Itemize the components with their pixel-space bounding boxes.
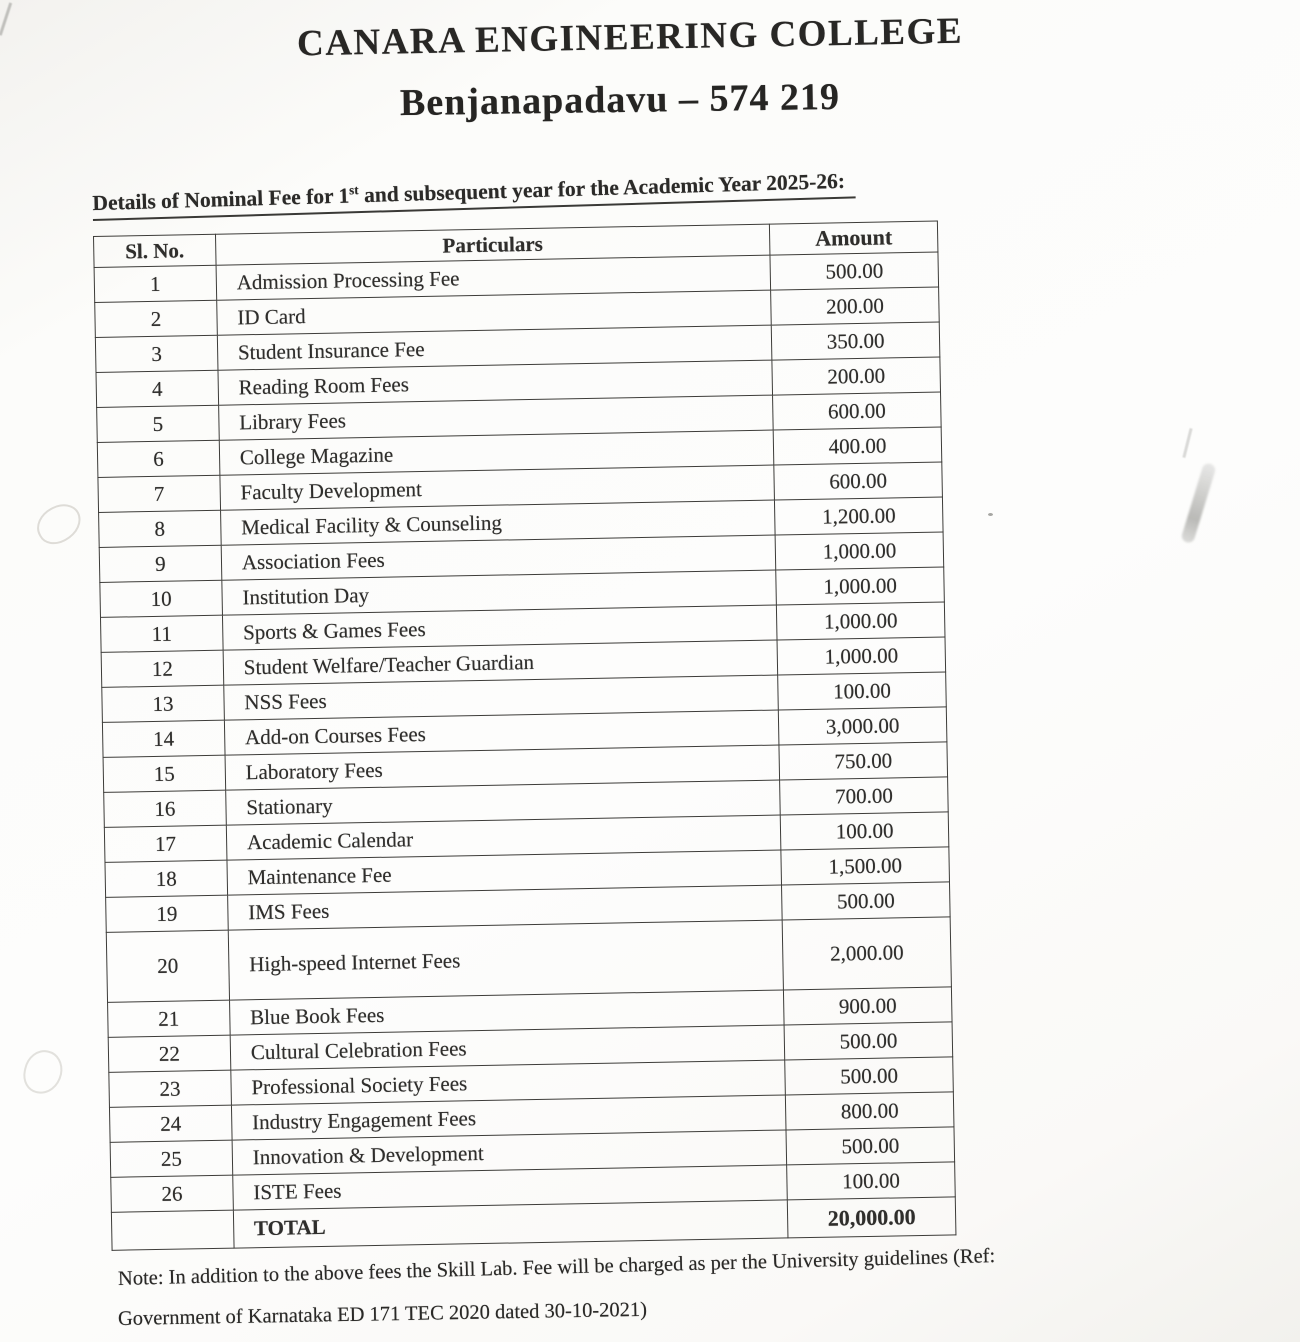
document-title-suffix: and subsequent year for the Academic Year 2025-26:	[358, 168, 846, 208]
particular-cell: Student Welfare/Teacher Guardian	[223, 640, 778, 685]
amount-cell: 600.00	[774, 462, 942, 500]
amount-cell: 200.00	[772, 357, 940, 395]
amount-cell: 2,000.00	[782, 917, 951, 990]
sl-no-cell: 24	[109, 1105, 231, 1142]
sl-no-cell: 20	[106, 930, 229, 1002]
total-empty-cell	[111, 1210, 234, 1250]
sl-no-cell: 9	[99, 545, 221, 582]
particular-cell: Academic Calendar	[226, 815, 781, 860]
amount-cell: 800.00	[785, 1092, 953, 1130]
particular-cell: ID Card	[217, 290, 772, 335]
particular-cell: ISTE Fees	[233, 1165, 788, 1210]
particular-cell: Cultural Celebration Fees	[230, 1025, 785, 1070]
header-sl-no: Sl. No.	[94, 234, 216, 267]
sl-no-cell: 25	[110, 1140, 232, 1177]
particular-cell: Reading Room Fees	[218, 360, 773, 405]
college-name-heading: CANARA ENGINEERING COLLEGE	[296, 10, 964, 65]
note-line-2: Government of Karnataka ED 171 TEC 2020 dated 30-10-2021)	[117, 1298, 648, 1330]
particular-cell: Faculty Development	[220, 465, 775, 510]
particular-cell: Innovation & Development	[232, 1130, 787, 1175]
particular-cell: NSS Fees	[224, 675, 779, 720]
sl-no-cell: 21	[108, 1000, 230, 1037]
amount-cell: 1,000.00	[777, 602, 945, 640]
particular-cell: Stationary	[226, 780, 781, 825]
scan-oval-artifact-top	[30, 497, 88, 550]
scan-oval-artifact-bottom	[20, 1047, 66, 1098]
sl-no-cell: 6	[97, 440, 219, 477]
amount-cell: 400.00	[773, 427, 941, 465]
amount-cell: 350.00	[771, 322, 939, 360]
document-title-superscript: st	[348, 182, 359, 198]
sl-no-cell: 8	[99, 510, 221, 547]
sl-no-cell: 16	[104, 790, 226, 827]
amount-cell: 1,000.00	[777, 637, 945, 675]
sl-no-cell: 13	[102, 685, 224, 722]
sl-no-cell: 11	[100, 615, 222, 652]
amount-cell: 1,500.00	[781, 847, 949, 885]
amount-cell: 100.00	[778, 672, 946, 710]
sl-no-cell: 12	[101, 650, 223, 687]
amount-cell: 1,000.00	[775, 532, 943, 570]
particular-cell: Admission Processing Fee	[216, 255, 771, 300]
sl-no-cell: 26	[111, 1175, 233, 1212]
amount-cell: 500.00	[770, 252, 938, 290]
particular-cell: Professional Society Fees	[231, 1060, 786, 1105]
particular-cell: Institution Day	[222, 570, 777, 615]
document-title-prefix: Details of Nominal Fee for 1	[92, 183, 350, 216]
sl-no-cell: 18	[105, 860, 227, 897]
particular-cell: College Magazine	[219, 430, 774, 475]
amount-cell: 200.00	[771, 287, 939, 325]
sl-no-cell: 23	[109, 1070, 231, 1107]
sl-no-cell: 4	[96, 370, 218, 407]
particular-cell: IMS Fees	[227, 885, 782, 930]
amount-cell: 900.00	[784, 987, 952, 1025]
particular-cell: Sports & Games Fees	[222, 605, 777, 650]
particular-cell: Medical Facility & Counseling	[220, 500, 775, 545]
sl-no-cell: 1	[94, 265, 216, 302]
scan-smudge-tail	[1182, 428, 1192, 458]
particular-cell: Maintenance Fee	[227, 850, 782, 895]
amount-cell: 1,200.00	[775, 497, 943, 535]
amount-cell: 500.00	[785, 1057, 953, 1095]
fee-table-body	[94, 252, 955, 1212]
particular-cell: High-speed Internet Fees	[228, 920, 783, 1000]
total-label-cell: TOTAL	[233, 1200, 788, 1248]
sl-no-cell: 5	[97, 405, 219, 442]
amount-cell: 750.00	[779, 742, 947, 780]
amount-cell: 600.00	[773, 392, 941, 430]
document-title	[92, 167, 855, 221]
amount-cell: 100.00	[787, 1162, 955, 1200]
amount-cell: 500.00	[784, 1022, 952, 1060]
amount-cell: 700.00	[780, 777, 948, 815]
amount-cell: 3,000.00	[778, 707, 946, 745]
sl-no-cell: 15	[103, 755, 225, 792]
sl-no-cell: 14	[102, 720, 224, 757]
scan-smudge-mark	[1180, 462, 1216, 544]
sl-no-cell: 7	[98, 475, 220, 512]
note-line-1: Note: In addition to the above fees the Skill Lab. Fee will be charged as per the University guidelines (Ref:	[117, 1245, 996, 1290]
sl-no-cell: 3	[95, 335, 217, 372]
sl-no-cell: 19	[106, 895, 228, 932]
total-amount-cell: 20,000.00	[787, 1197, 956, 1238]
scan-speck-artifact	[988, 513, 993, 516]
particular-cell: Laboratory Fees	[225, 745, 780, 790]
fee-table	[93, 221, 956, 1251]
amount-cell: 100.00	[780, 812, 948, 850]
particular-cell: Association Fees	[221, 535, 776, 580]
header-amount: Amount	[770, 221, 938, 255]
sl-no-cell: 17	[104, 825, 226, 862]
sl-no-cell: 22	[108, 1035, 230, 1072]
sl-no-cell: 2	[95, 300, 217, 337]
particular-cell: Industry Engagement Fees	[231, 1095, 786, 1140]
particular-cell: Library Fees	[218, 395, 773, 440]
particular-cell: Add-on Courses Fees	[224, 710, 779, 755]
address-line-heading: Benjanapadavu – 574 219	[399, 75, 841, 125]
amount-cell: 1,000.00	[776, 567, 944, 605]
particular-cell: Blue Book Fees	[229, 990, 784, 1035]
amount-cell: 500.00	[786, 1127, 954, 1165]
sl-no-cell: 10	[100, 580, 222, 617]
header-particulars: Particulars	[215, 224, 770, 265]
amount-cell: 500.00	[782, 882, 950, 920]
particular-cell: Student Insurance Fee	[217, 325, 772, 370]
